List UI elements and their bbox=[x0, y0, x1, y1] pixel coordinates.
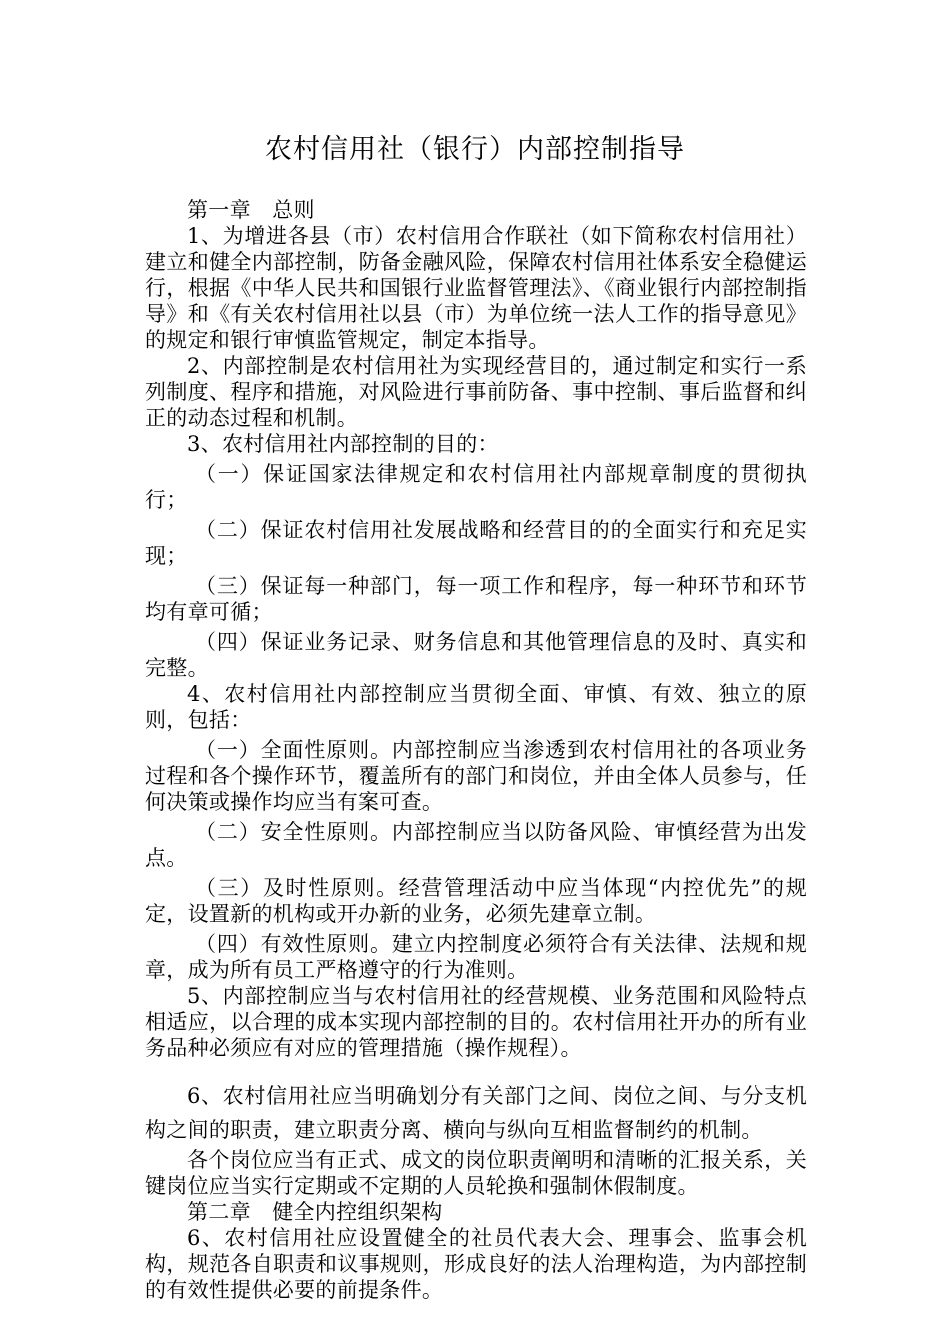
list-item: （二）安全性原则。内部控制应当以防备风险、审慎经营为出发点。 bbox=[145, 820, 807, 870]
paragraph: 4、农村信用社内部控制应当贯彻全面、审慎、有效、独立的原则，包括： bbox=[145, 682, 807, 732]
list-item: （三）保证每一种部门，每一项工作和程序，每一种环节和环节均有章可循； bbox=[145, 574, 807, 624]
chapter-heading: 第一章 总则 bbox=[187, 198, 315, 222]
paragraph: 6、农村信用社应当明确划分有关部门之间、岗位之间、与分支机构之间的职责，建立职责分离、横向与纵向互相监督制约的机制。 bbox=[145, 1084, 807, 1142]
document-title: 农村信用社（银行）内部控制指导 bbox=[265, 134, 685, 165]
paragraph: 5、内部控制应当与农村信用社的经营规模、业务范围和风险特点相适应，以合理的成本实现内部控制的目的。农村信用社开办的所有业务品种必须应有对应的管理措施（操作规程）。 bbox=[145, 984, 807, 1060]
document-body bbox=[145, 197, 807, 1303]
paragraph: 各个岗位应当有正式、成文的岗位职责阐明和清晰的汇报关系，关键岗位应当实行定期或不定期的人员轮换和强制休假制度。 bbox=[145, 1148, 807, 1198]
paragraph: 6、农村信用社应设置健全的社员代表大会、理事会、监事会机构，规范各自职责和议事规则，形成良好的法人治理构造，为内部控制的有效性提供必要的前提条件。 bbox=[145, 1226, 807, 1302]
list-item: （一）保证国家法律规定和农村信用社内部规章制度的贯彻执行； bbox=[145, 462, 807, 512]
list-item: （三）及时性原则。经营管理活动中应当体现“内控优先”的规定，设置新的机构或开办新的业务，必须先建章立制。 bbox=[145, 876, 807, 926]
paragraph: 2、内部控制是农村信用社为实现经营目的，通过制定和实行一系列制度、程序和措施，对风险进行事前防备、事中控制、事后监督和纠正的动态过程和机制。 bbox=[145, 354, 807, 430]
list-item: （四）保证业务记录、财务信息和其他管理信息的及时、真实和完整。 bbox=[145, 630, 807, 680]
list-item: （二）保证农村信用社发展战略和经营目的的全面实行和充足实现； bbox=[145, 518, 807, 568]
paragraph: 3、农村信用社内部控制的目的： bbox=[187, 432, 499, 456]
chapter-heading: 第二章 健全内控组织架构 bbox=[187, 1200, 443, 1224]
list-item: （四）有效性原则。建立内控制度必须符合有关法律、法规和规章，成为所有员工严格遵守的行为准则。 bbox=[145, 932, 807, 982]
paragraph: 1、为增进各县（市）农村信用合作联社（如下简称农村信用社）建立和健全内部控制，防备金融风险，保障农村信用社体系安全稳健运行，根据《中华人民共和国银行业监督管理法》、《商业银行内部控制指导》和《有关农村信用社以县（市）为单位统一法人工作的指导意见》的规定和银行审慎监管规定，制定本指导。 bbox=[145, 224, 807, 352]
list-item: （一）全面性原则。内部控制应当渗透到农村信用社的各项业务过程和各个操作环节，覆盖所有的部门和岗位，并由全体人员参与，任何决策或操作均应当有案可查。 bbox=[145, 738, 807, 814]
